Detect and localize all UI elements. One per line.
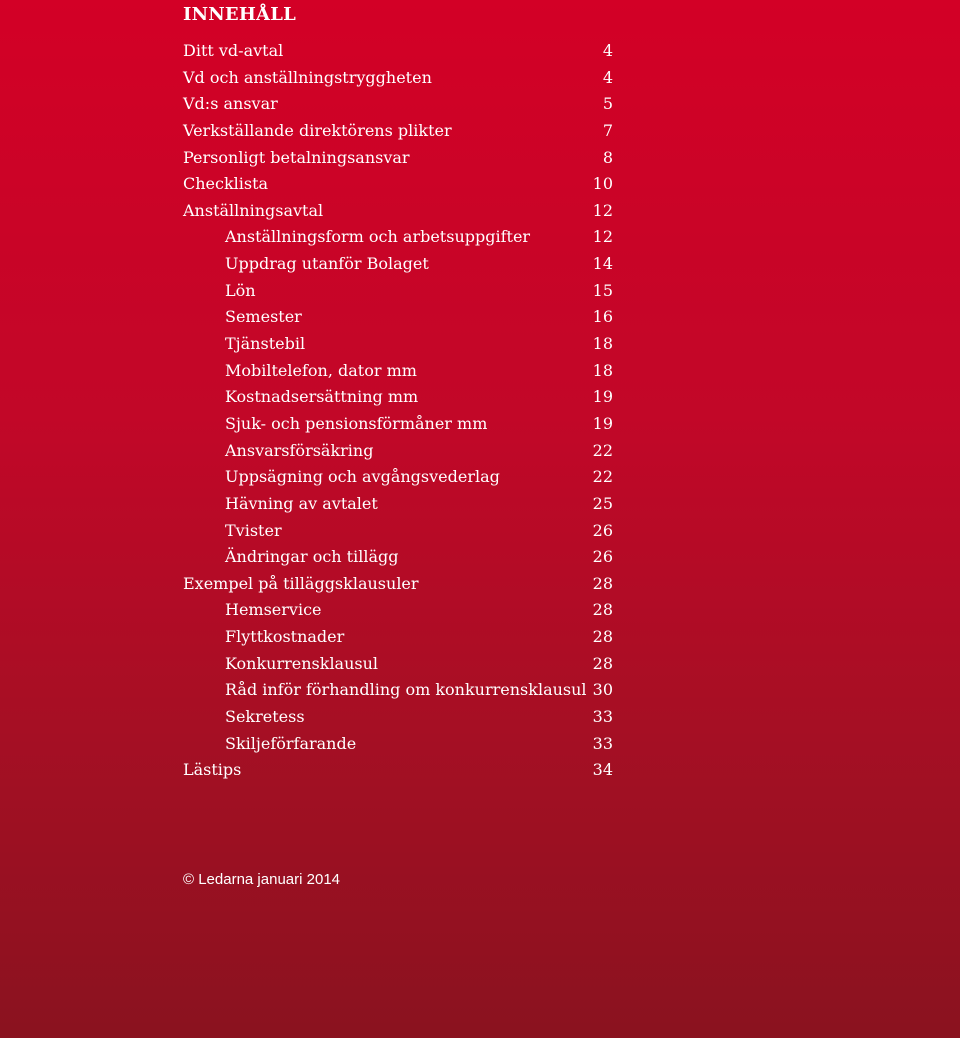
toc-entry-page-number: 10 [592, 174, 613, 194]
toc-entry[interactable] [183, 651, 613, 678]
toc-entry-page-number: 30 [592, 680, 613, 700]
toc-entry-label: Vd:s ansvar [183, 94, 278, 114]
copyright-notice: © Ledarna januari 2014 [183, 871, 341, 888]
toc-entry-page-number: 4 [602, 41, 613, 60]
toc-entry-page-number: 7 [602, 120, 613, 140]
toc-entry[interactable] [183, 251, 613, 278]
toc-entry-page-number: 22 [592, 440, 613, 460]
toc-entry[interactable] [183, 384, 613, 411]
toc-entry[interactable] [183, 145, 613, 172]
toc-entry-label: Personligt betalningsansvar [183, 147, 410, 167]
toc-entry-page-number: 26 [592, 520, 613, 540]
toc-entry[interactable] [183, 731, 613, 758]
toc-entry-label: Sekretess [225, 707, 305, 727]
toc-entry-label: Sjuk- och pensionsförmåner mm [225, 413, 488, 433]
toc-entry[interactable] [183, 171, 613, 198]
toc-entry-label: Ansvarsförsäkring [225, 440, 374, 460]
toc-entry-label: Hävning av avtalet [225, 493, 378, 513]
toc-entry-page-number: 28 [592, 627, 613, 647]
toc-entry-label: Lön [225, 280, 256, 300]
toc-entry[interactable] [183, 518, 613, 545]
toc-entry[interactable] [183, 571, 613, 598]
toc-entry-label: Ändringar och tillägg [225, 547, 399, 567]
toc-entry[interactable] [183, 198, 613, 225]
toc-entry[interactable] [183, 597, 613, 624]
toc-entry-label: Uppdrag utanför Bolaget [225, 254, 429, 274]
toc-entry[interactable] [183, 278, 613, 305]
toc-entry[interactable] [183, 411, 613, 438]
toc-entry-page-number: 19 [592, 413, 613, 433]
toc-entry-label: Kostnadsersättning mm [225, 387, 419, 407]
toc-entry-label: Semester [225, 307, 302, 327]
toc-entry-label: Hemservice [225, 600, 322, 620]
toc-entry[interactable] [183, 704, 613, 731]
toc-entry[interactable] [183, 438, 613, 465]
toc-entry-page-number: 18 [592, 360, 613, 380]
toc-entry-label: Råd inför förhandling om konkurrensklausul [225, 680, 587, 700]
toc-entry[interactable] [183, 757, 613, 784]
toc-entry-page-number: 18 [592, 334, 613, 354]
toc-entry-page-number: 19 [592, 387, 613, 407]
toc-entry-label: Lästips [183, 760, 242, 780]
toc-entry-page-number: 34 [592, 760, 613, 780]
toc-entry[interactable] [183, 464, 613, 491]
toc-entry-page-number: 22 [592, 467, 613, 487]
toc-entry[interactable] [183, 491, 613, 518]
toc-entry-page-number: 28 [592, 653, 613, 673]
toc-entry[interactable] [183, 65, 613, 92]
toc-entry-page-number: 26 [592, 547, 613, 567]
toc-entry[interactable] [183, 677, 613, 704]
toc-entry[interactable] [183, 224, 613, 251]
toc-entry-label: Uppsägning och avgångsvederlag [225, 467, 500, 487]
toc-entry-label: Konkurrensklausul [225, 653, 379, 673]
toc-entry-label: Checklista [183, 174, 269, 194]
toc-entry-label: Tvister [225, 520, 282, 540]
toc-entry-page-number: 14 [592, 254, 613, 274]
toc-entry[interactable] [183, 544, 613, 571]
toc-entry-page-number: 5 [602, 94, 613, 114]
toc-entry-label: Exempel på tilläggsklausuler [183, 573, 419, 593]
toc-entry-page-number: 8 [602, 147, 613, 167]
toc-entry[interactable] [183, 118, 613, 145]
toc-entry-page-number: 33 [592, 707, 613, 727]
toc-entry[interactable] [183, 358, 613, 385]
toc-entry-label: Mobiltelefon, dator mm [225, 360, 417, 380]
toc-entry[interactable] [183, 38, 613, 65]
toc-entry[interactable] [183, 304, 613, 331]
toc-entry-label: Vd och anställningstryggheten [183, 67, 432, 87]
toc-entry-page-number: 28 [592, 600, 613, 620]
toc-entry-label: Anställningsform och arbetsuppgifter [225, 227, 531, 247]
table-of-contents [183, 38, 613, 784]
toc-entry-page-number: 25 [592, 493, 613, 513]
toc-entry-label: Tjänstebil [225, 334, 306, 354]
toc-entry-label: Ditt vd-avtal [183, 41, 284, 60]
toc-entry-page-number: 12 [592, 227, 613, 247]
toc-entry-page-number: 33 [592, 733, 613, 753]
toc-entry-label: Flyttkostnader [225, 627, 345, 647]
toc-entry[interactable] [183, 624, 613, 651]
toc-entry[interactable] [183, 91, 613, 118]
toc-entry-label: Verkställande direktörens plikter [183, 120, 452, 140]
toc-entry-page-number: 15 [592, 280, 613, 300]
toc-entry-page-number: 16 [592, 307, 613, 327]
toc-entry-page-number: 12 [592, 200, 613, 220]
toc-entry-label: Skiljeförfarande [225, 733, 357, 753]
toc-entry-label: Anställningsavtal [183, 200, 324, 220]
toc-entry-page-number: 4 [602, 67, 613, 87]
toc-entry[interactable] [183, 331, 613, 358]
page-title: INNEHÅLL [183, 4, 296, 25]
toc-entry-page-number: 28 [592, 573, 613, 593]
